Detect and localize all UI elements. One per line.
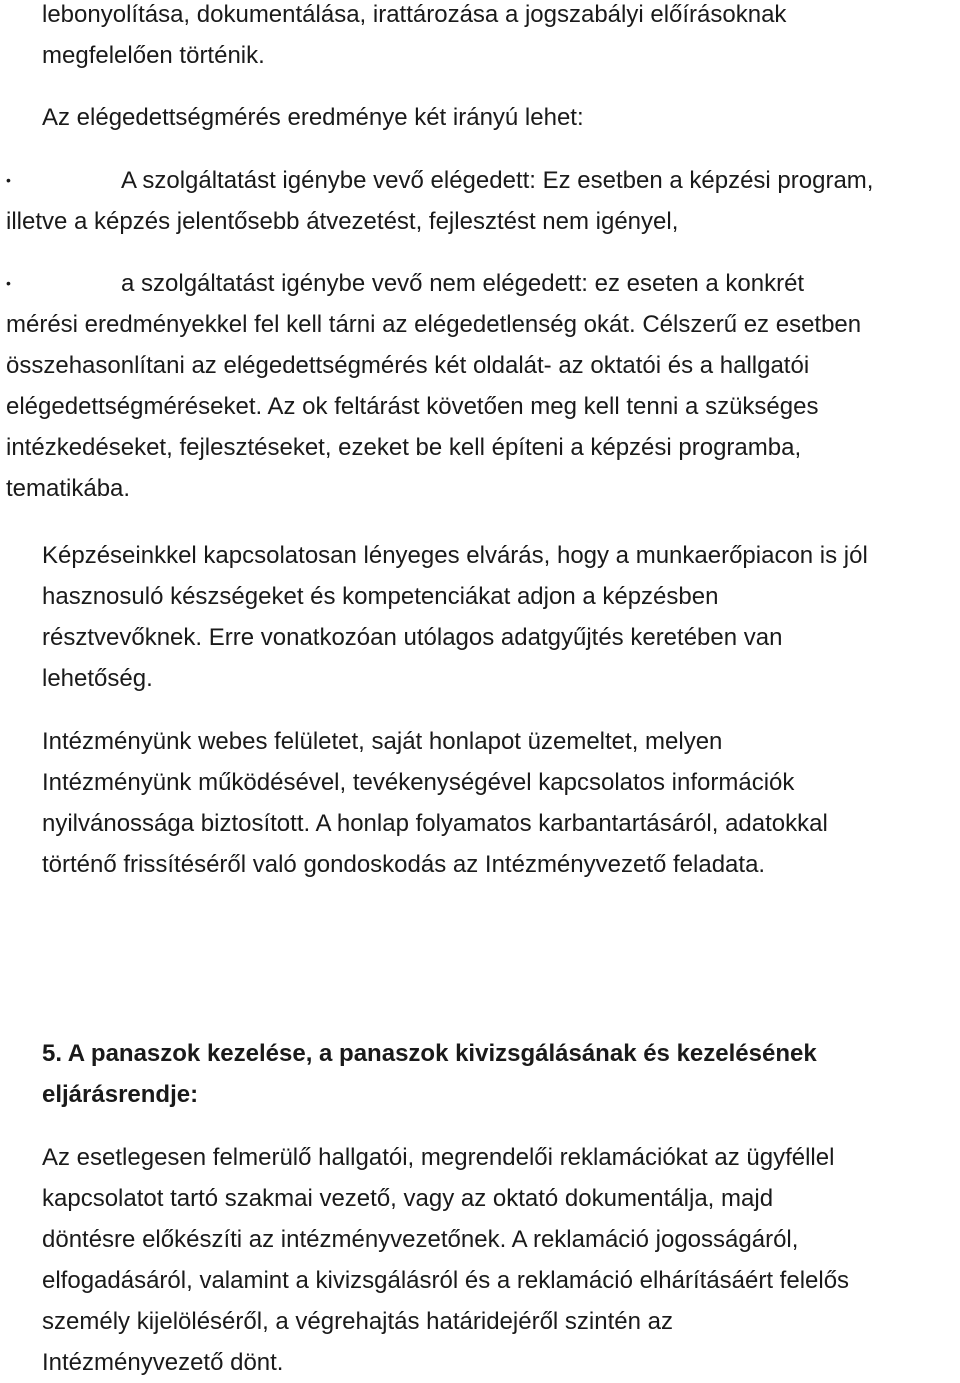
- website-line-4: történő frissítéséről való gondoskodás az Intézményvezető feladata.: [42, 851, 766, 878]
- website-paragraph: [42, 721, 828, 885]
- complaint-line-1: Az esetlegesen felmerülő hallgatói, megrendelői reklamációkat az ügyféllel: [42, 1144, 835, 1171]
- complaint-line-4: elfogadásáról, valamint a kivizsgálásról és a reklamáció elhárításáért felelős: [42, 1267, 850, 1294]
- bullet-2-line-6: tematikába.: [6, 475, 131, 502]
- bullet-item-satisfied: [6, 160, 873, 242]
- bullet-1-line-2: illetve a képzés jelentősebb átvezetést, fejlesztést nem igényel,: [6, 208, 679, 235]
- website-line-1: Intézményünk webes felületet, saját honlapot üzemeltet, melyen: [42, 728, 723, 755]
- competence-line-2: hasznosuló készségeket és kompetenciákat adjon a képzésben: [42, 583, 719, 610]
- section-heading-line-2: eljárásrendje:: [42, 1081, 199, 1108]
- intro-line-2: megfelelően történik.: [42, 42, 265, 69]
- bullet-1-line-1: A szolgáltatást igénybe vevő elégedett: Ez esetben a képzési program,: [121, 167, 874, 194]
- complaint-line-3: döntésre előkészíti az intézményvezetőnek. A reklamáció jogosságáról,: [42, 1226, 799, 1253]
- complaint-line-6: Intézményvezető dönt.: [42, 1349, 284, 1376]
- section-heading-complaints: [42, 1033, 817, 1115]
- bullet-2-line-3: összehasonlítani az elégedettségmérés két oldalát- az oktatói és a hallgatói: [6, 352, 810, 379]
- satisfaction-intro-line: Az elégedettségmérés eredménye két irányú lehet:: [42, 104, 584, 131]
- bullet-icon: •: [6, 275, 11, 291]
- bullet-2-line-1: a szolgáltatást igénybe vevő nem elégedett: ez eseten a konkrét: [121, 270, 805, 297]
- competence-paragraph: [42, 535, 868, 699]
- satisfaction-intro-paragraph: [42, 97, 584, 138]
- website-line-2: Intézményünk működésével, tevékenységével kapcsolatos információk: [42, 769, 795, 796]
- competence-line-4: lehetőség.: [42, 665, 153, 692]
- bullet-2-line-2: mérési eredményekkel fel kell tárni az elégedetlenség okát. Célszerű ez esetben: [6, 311, 862, 338]
- bullet-2-line-5: intézkedéseket, fejlesztéseket, ezeket be kell építeni a képzési programba,: [6, 434, 802, 461]
- competence-line-3: résztvevőknek. Erre vonatkozóan utólagos adatgyűjtés keretében van: [42, 624, 783, 651]
- bullet-icon: •: [6, 172, 11, 188]
- section-heading-line-1: 5. A panaszok kezelése, a panaszok kivizsgálásának és kezelésének: [42, 1040, 817, 1067]
- website-line-3: nyilvánossága biztosított. A honlap folyamatos karbantartásáról, adatokkal: [42, 810, 828, 837]
- complaint-line-5: személy kijelöléséről, a végrehajtás határidejéről szintén az: [42, 1308, 673, 1335]
- intro-paragraph: [42, 0, 786, 76]
- competence-line-1: Képzéseinkkel kapcsolatosan lényeges elvárás, hogy a munkaerőpiacon is jól: [42, 542, 868, 569]
- intro-line-1: lebonyolítása, dokumentálása, irattározása a jogszabályi előírásoknak: [42, 1, 787, 28]
- bullet-2-line-4: elégedettségméréseket. Az ok feltárást követően meg kell tenni a szükséges: [6, 393, 819, 420]
- bullet-item-not-satisfied: [6, 263, 861, 509]
- complaint-line-2: kapcsolatot tartó szakmai vezető, vagy az oktató dokumentálja, majd: [42, 1185, 774, 1212]
- complaint-paragraph: [42, 1137, 849, 1383]
